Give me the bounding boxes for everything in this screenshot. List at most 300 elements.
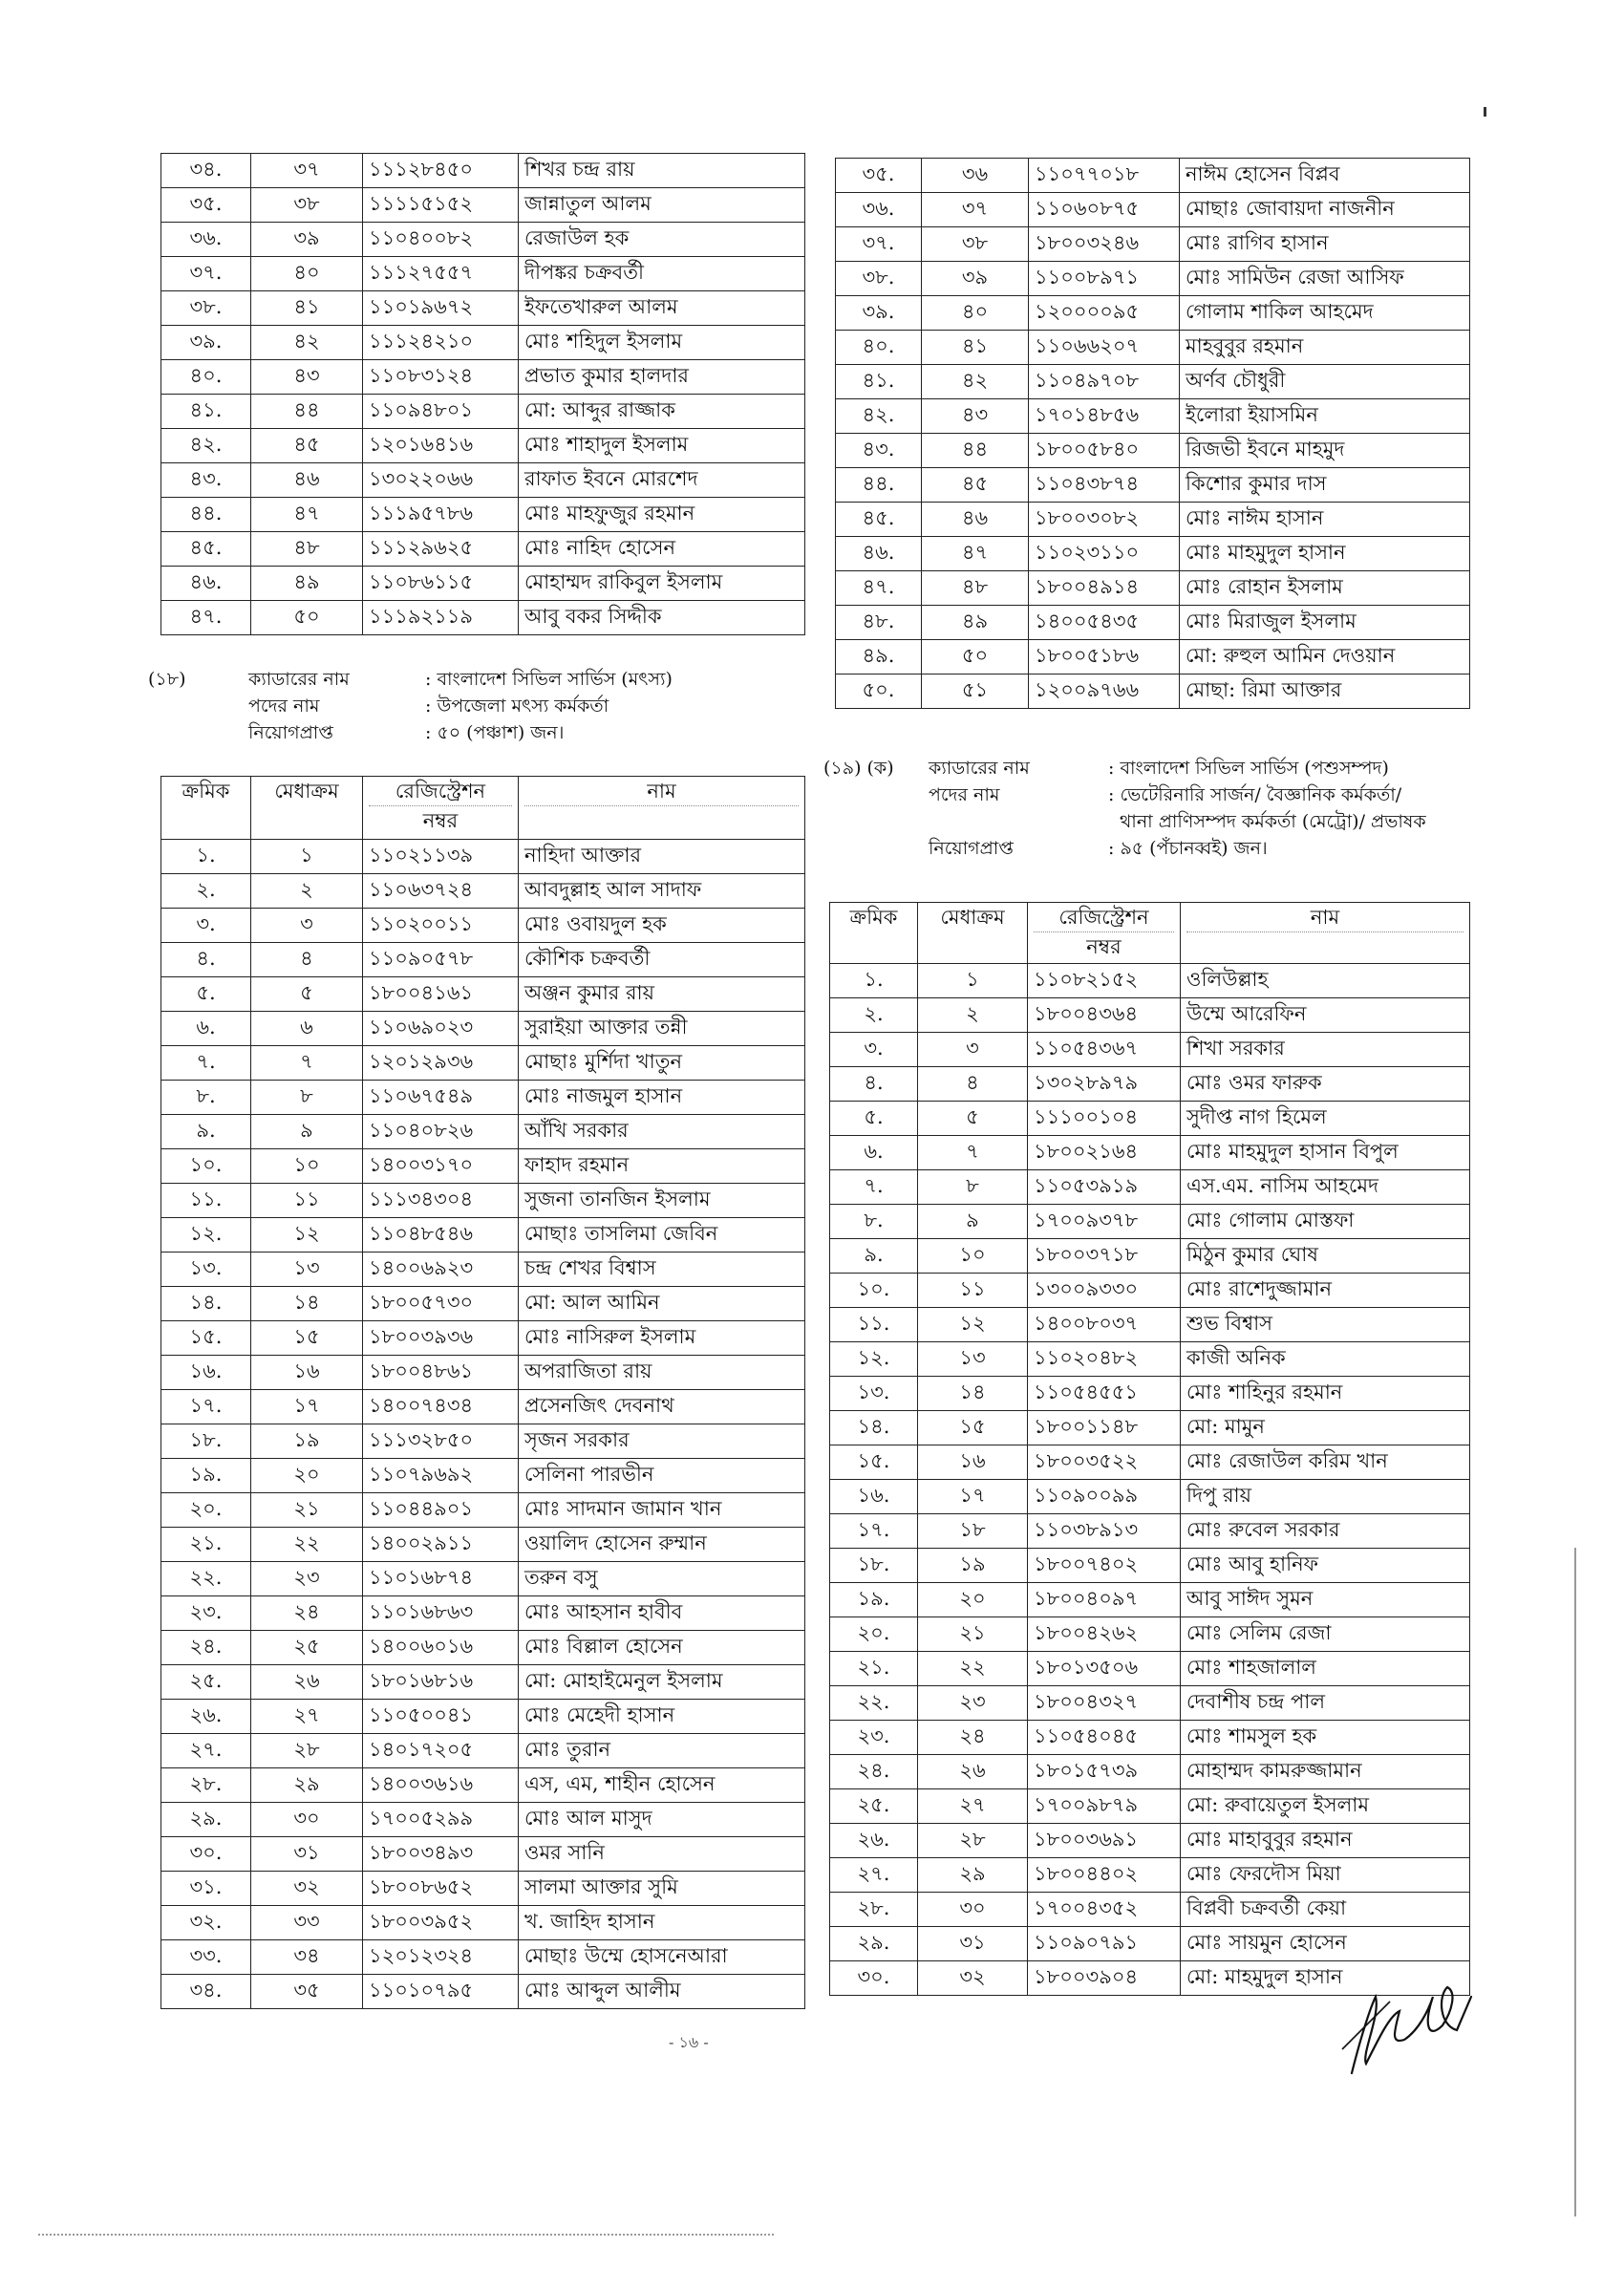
table-row [161, 1906, 805, 1940]
cell-merit: ২৬ [918, 1755, 1028, 1789]
cell-name: মোঃ মাহমুদুল হাসান বিপুল [1181, 1136, 1470, 1170]
table-row [830, 1514, 1470, 1549]
table-row [161, 1631, 805, 1665]
cell-merit: ৪০ [922, 296, 1029, 331]
cell-name: নাহিদা আক্তার [519, 840, 805, 874]
col-header-registration [1028, 903, 1181, 964]
cell-name: মোহাম্মদ রাকিবুল ইসলাম [519, 567, 805, 601]
appointed-value: : ৯৫ (পঁচানব্বই) জন। [1108, 838, 1268, 859]
cell-registration: ১৭০০৯৮৭৯ [1028, 1789, 1181, 1824]
cell-serial: ৪. [161, 943, 251, 977]
cadre-value: : বাংলাদেশ সিভিল সার্ভিস (মৎস্য) [425, 669, 673, 690]
table-row [836, 159, 1470, 193]
cell-name: দিপু রায় [1181, 1480, 1470, 1514]
cell-serial: ৪২. [836, 399, 922, 434]
cell-registration: ১২০১২৯৩৬ [363, 1046, 519, 1081]
cell-name: মোঃ রাগিব হাসান [1180, 227, 1470, 262]
table-row [830, 1755, 1470, 1789]
cell-serial: ৪. [830, 1067, 918, 1102]
cell-registration: ১১০৫০০৪১ [363, 1700, 519, 1734]
cell-serial: ২৪. [161, 1631, 251, 1665]
page-number: - ১৬ - [669, 2033, 709, 2051]
table-row [161, 1253, 805, 1287]
table-row [830, 1583, 1470, 1617]
cell-name: দীপঙ্কর চক্রবর্তী [519, 257, 805, 291]
cell-merit: ২৬ [251, 1665, 363, 1700]
cell-serial: ২৩. [161, 1596, 251, 1631]
post-value-line-1: : ভেটেরিনারি সার্জন/ বৈজ্ঞানিক কর্মকর্তা/ [1108, 784, 1402, 805]
cell-registration: ১৮০০৩৫২২ [1028, 1445, 1181, 1480]
cell-name: মোঃ সাদমান জামান খান [519, 1493, 805, 1528]
table-row [830, 1617, 1470, 1652]
table-row [161, 1356, 805, 1390]
cell-serial: ২০. [161, 1493, 251, 1528]
table-row [830, 1170, 1470, 1205]
cell-merit: ৪৬ [251, 463, 363, 498]
cell-merit: ২৫ [251, 1631, 363, 1665]
cell-registration: ১১০৯০৭৯১ [1028, 1927, 1181, 1961]
cell-serial: ১৭. [830, 1514, 918, 1549]
cell-name: মোঃ আহসান হাবীব [519, 1596, 805, 1631]
cell-serial: ৪৩. [836, 434, 922, 468]
cell-registration: ১২০০০০৯৫ [1029, 296, 1180, 331]
cell-serial: ৬. [830, 1136, 918, 1170]
cell-registration: ১৪০০২৯১১ [363, 1528, 519, 1562]
cell-name: মোঃ শাহাদুল ইসলাম [519, 429, 805, 463]
cell-serial: ৪৭. [836, 571, 922, 606]
cell-name: মোঃ মিরাজুল ইসলাম [1180, 606, 1470, 640]
cell-serial: ১০. [161, 1149, 251, 1184]
table-row [161, 1700, 805, 1734]
table-row [836, 537, 1470, 571]
cell-registration: ১৪০০৬০১৬ [363, 1631, 519, 1665]
table-row [161, 1837, 805, 1872]
cell-name: মো: মাহমুদুল হাসান [1181, 1961, 1470, 1996]
cell-name: মোঃ আব্দুল আলীম [519, 1975, 805, 2009]
cell-merit: ৩৯ [251, 223, 363, 257]
col-header-name [1181, 903, 1470, 964]
cell-name: অর্ণব চৌধুরী [1180, 365, 1470, 399]
cell-merit: ৫১ [922, 674, 1029, 709]
col-header-serial: ক্রমিক [161, 777, 251, 840]
table-row [161, 1768, 805, 1803]
cell-serial: ১৫. [830, 1445, 918, 1480]
table-row [830, 1102, 1470, 1136]
corner-mark [1484, 107, 1486, 117]
cell-merit: ১৫ [918, 1411, 1028, 1445]
cell-registration: ১৮০০৫৮৪০ [1029, 434, 1180, 468]
cell-serial: ৩৯. [161, 326, 251, 360]
cell-name: মোঃ বিল্লাল হোসেন [519, 1631, 805, 1665]
table-row [830, 1411, 1470, 1445]
cell-merit: ৩৬ [922, 159, 1029, 193]
cell-merit: ৭ [251, 1046, 363, 1081]
cell-registration: ১৮০০৪০৯৭ [1028, 1583, 1181, 1617]
cell-merit: ১৪ [918, 1377, 1028, 1411]
cell-merit: ৩০ [251, 1803, 363, 1837]
cell-name: সুদীপ্ত নাগ হিমেল [1181, 1102, 1470, 1136]
cell-registration: ১১১০০১০৪ [1028, 1102, 1181, 1136]
cell-registration: ১১০৮৬১১৫ [363, 567, 519, 601]
registration-label: রেজিস্ট্রেশন [1058, 906, 1149, 929]
cell-merit: ৪৭ [251, 498, 363, 532]
table-row [161, 1562, 805, 1596]
cell-name: এস.এম. নাসিম আহমেদ [1181, 1170, 1470, 1205]
table-row [161, 1321, 805, 1356]
cell-name: কৌশিক চক্রবর্তী [519, 943, 805, 977]
table-row [836, 503, 1470, 537]
cell-serial: ৪৫. [161, 532, 251, 567]
cell-serial: ২২. [161, 1562, 251, 1596]
cell-serial: ৩. [830, 1033, 918, 1067]
cell-serial: ১৩. [161, 1253, 251, 1287]
cell-serial: ৪১. [836, 365, 922, 399]
post-value-line-2: থানা প্রাণিসম্পদ কর্মকর্তা (মেট্রো)/ প্রভাষক [1120, 811, 1426, 832]
cell-name: ওলিউল্লাহ [1181, 964, 1470, 998]
cell-registration: ১৮০০৮৬৫২ [363, 1872, 519, 1906]
cell-registration: ১৮০০৩৬৯১ [1028, 1824, 1181, 1858]
cell-merit: ৩৯ [922, 262, 1029, 296]
cadre-label: ক্যাডারের নাম [248, 669, 350, 690]
cell-serial: ৩৬. [836, 193, 922, 227]
cell-serial: ২১. [830, 1652, 918, 1686]
post-label: পদের নাম [929, 784, 1000, 805]
cell-registration: ১৮০১৩৫০৬ [1028, 1652, 1181, 1686]
margin-line [1574, 1548, 1576, 2216]
cell-name: মোঃ রোহান ইসলাম [1180, 571, 1470, 606]
cell-registration: ১৮০০৭৪০২ [1028, 1549, 1181, 1583]
cell-merit: ২০ [918, 1583, 1028, 1617]
cell-merit: ২৯ [918, 1858, 1028, 1893]
cell-serial: ১. [161, 840, 251, 874]
cell-registration: ১৮০০৩৯৫২ [363, 1906, 519, 1940]
cell-registration: ১৮০০৩৭১৮ [1028, 1239, 1181, 1274]
cell-name: মোছাঃ উম্মে হোসনেআরা [519, 1940, 805, 1975]
cell-registration: ১১১৯২১১৯ [363, 601, 519, 635]
cell-registration: ১৪০০৬৯২৩ [363, 1253, 519, 1287]
cell-name: দেবাশীষ চন্দ্র পাল [1181, 1686, 1470, 1721]
cell-serial: ৩৮. [161, 291, 251, 326]
cell-name: তরুন বসু [519, 1562, 805, 1596]
table-row [830, 1686, 1470, 1721]
table-row [830, 1274, 1470, 1308]
cell-merit: ২৭ [918, 1789, 1028, 1824]
cell-merit: ১৪ [251, 1287, 363, 1321]
cell-registration: ১১১৩২৮৫০ [363, 1424, 519, 1459]
cell-serial: ৩৮. [836, 262, 922, 296]
table-row [830, 1308, 1470, 1342]
table-row [830, 1721, 1470, 1755]
cell-name: প্রভাত কুমার হালদার [519, 360, 805, 395]
cell-merit: ৪ [918, 1067, 1028, 1102]
cell-name: মোঃ নাসিরুল ইসলাম [519, 1321, 805, 1356]
cell-serial: ৬. [161, 1012, 251, 1046]
cell-merit: ৪৩ [251, 360, 363, 395]
cell-merit: ২ [918, 998, 1028, 1033]
table-row [161, 429, 805, 463]
cell-merit: ৩৫ [251, 1975, 363, 2009]
table-row [161, 874, 805, 909]
cell-serial: ২৩. [830, 1721, 918, 1755]
cell-serial: ৭. [830, 1170, 918, 1205]
cell-registration: ১১১২৪২১০ [363, 326, 519, 360]
cell-name: মোঃ রাশেদুজ্জামান [1181, 1274, 1470, 1308]
cell-serial: ৪২. [161, 429, 251, 463]
cell-name: গোলাম শাকিল আহমেদ [1180, 296, 1470, 331]
cell-merit: ২১ [918, 1617, 1028, 1652]
appointed-label: নিয়োগপ্রাপ্ত [929, 838, 1014, 859]
cell-merit: ৩৩ [251, 1906, 363, 1940]
cell-name: মোছাঃ জোবায়দা নাজনীন [1180, 193, 1470, 227]
cell-registration: ১১০৪৮৫৪৬ [363, 1218, 519, 1253]
cell-name: প্রসেনজিৎ দেবনাথ [519, 1390, 805, 1424]
cell-serial: ৪৬. [161, 567, 251, 601]
cell-merit: ৪৯ [922, 606, 1029, 640]
cell-serial: ১৮. [830, 1549, 918, 1583]
cell-merit: ২৯ [251, 1768, 363, 1803]
cell-registration: ১৮০০৩৪৯৩ [363, 1837, 519, 1872]
cell-merit: ৫ [251, 977, 363, 1012]
table-row [161, 188, 805, 223]
cell-name: মোঃ শামসুল হক [1181, 1721, 1470, 1755]
cell-registration: ১৮০০৩৯৩৬ [363, 1321, 519, 1356]
cell-registration: ১১০৫৪০৪৫ [1028, 1721, 1181, 1755]
cell-merit: ৯ [918, 1205, 1028, 1239]
cell-serial: ১৪. [161, 1287, 251, 1321]
cell-name: আবু বকর সিদ্দীক [519, 601, 805, 635]
table-row [836, 468, 1470, 503]
table-row [161, 1596, 805, 1631]
cell-merit: ১১ [251, 1184, 363, 1218]
cell-serial: ৪৬. [836, 537, 922, 571]
table-row [161, 1012, 805, 1046]
table-row [161, 1218, 805, 1253]
cell-merit: ৩৮ [922, 227, 1029, 262]
cell-merit: ৩৭ [922, 193, 1029, 227]
cell-serial: ১১. [830, 1308, 918, 1342]
cell-serial: ৩৪. [161, 1975, 251, 2009]
cell-registration: ১১০৯০৫৭৮ [363, 943, 519, 977]
cell-name: অঞ্জন কুমার রায় [519, 977, 805, 1012]
cell-serial: ২৪. [830, 1755, 918, 1789]
table-row [161, 1803, 805, 1837]
cell-merit: ৩৪ [251, 1940, 363, 1975]
cell-serial: ২৮. [830, 1893, 918, 1927]
col-header-merit: মেধাক্রম [251, 777, 363, 840]
table-row [830, 1858, 1470, 1893]
col-header-merit: মেধাক্রম [918, 903, 1028, 964]
cell-serial: ১৫. [161, 1321, 251, 1356]
cell-name: মো: রুবায়েতুল ইসলাম [1181, 1789, 1470, 1824]
cell-registration: ১৮০০৫১৮৬ [1029, 640, 1180, 674]
table-row [161, 977, 805, 1012]
cell-name: মোঃ সেলিম রেজা [1181, 1617, 1470, 1652]
top-right-table [835, 158, 1470, 709]
cell-name: বিপ্লবী চক্রবর্তী কেয়া [1181, 1893, 1470, 1927]
cell-name: আঁখি সরকার [519, 1115, 805, 1149]
cell-name: জান্নাতুল আলম [519, 188, 805, 223]
cell-serial: ৪১. [161, 395, 251, 429]
cell-serial: ১৯. [161, 1459, 251, 1493]
appointed-label: নিয়োগপ্রাপ্ত [248, 722, 333, 743]
cell-merit: ৮ [251, 1081, 363, 1115]
cell-registration: ১১০৪০০৮২ [363, 223, 519, 257]
cell-merit: ২২ [251, 1528, 363, 1562]
cell-registration: ১১০৮২১৫২ [1028, 964, 1181, 998]
cell-serial: ১১. [161, 1184, 251, 1218]
cell-registration: ১১০৩৮৯১৩ [1028, 1514, 1181, 1549]
cell-merit: ৫ [918, 1102, 1028, 1136]
cell-name: মোঃ রুবেল সরকার [1181, 1514, 1470, 1549]
cell-merit: ১০ [918, 1239, 1028, 1274]
table-row [161, 395, 805, 429]
cell-serial: ৪৫. [836, 503, 922, 537]
table-row [836, 399, 1470, 434]
cell-merit: ৫০ [251, 601, 363, 635]
cell-registration: ১১১১৫১৫২ [363, 188, 519, 223]
cell-serial: ১৬. [830, 1480, 918, 1514]
cell-registration: ১১১২৮৪৫০ [363, 154, 519, 188]
cell-serial: ৪৩. [161, 463, 251, 498]
cell-registration: ১১০৫৪৫৫১ [1028, 1377, 1181, 1411]
cell-serial: ৩৩. [161, 1940, 251, 1975]
table-row [161, 1287, 805, 1321]
cell-name: এস, এম, শাহীন হোসেন [519, 1768, 805, 1803]
cell-merit: ৪০ [251, 257, 363, 291]
cell-merit: ১৩ [918, 1342, 1028, 1377]
table-row [161, 1734, 805, 1768]
cell-merit: ২৭ [251, 1700, 363, 1734]
cell-serial: ৯. [161, 1115, 251, 1149]
cell-serial: ৩০. [161, 1837, 251, 1872]
cell-registration: ১১০০৮৯৭১ [1029, 262, 1180, 296]
cell-serial: ২২. [830, 1686, 918, 1721]
table-row [830, 964, 1470, 998]
cell-registration: ১১০৮৩১২৪ [363, 360, 519, 395]
table-row [830, 1342, 1470, 1377]
cell-merit: ৪১ [251, 291, 363, 326]
table-row [161, 1184, 805, 1218]
cell-merit: ৬ [251, 1012, 363, 1046]
table-row [161, 326, 805, 360]
table-row [161, 1149, 805, 1184]
cell-registration: ১৮০০৩০৮২ [1029, 503, 1180, 537]
cell-registration: ১১০১৬৮৭৪ [363, 1562, 519, 1596]
cell-registration: ১৭০০৪৩৫২ [1028, 1893, 1181, 1927]
cell-merit: ৩ [918, 1033, 1028, 1067]
cell-merit: ২০ [251, 1459, 363, 1493]
cell-serial: ৩৯. [836, 296, 922, 331]
cell-name: মোঃ শাহজালাল [1181, 1652, 1470, 1686]
cell-registration: ১৮০১৬৮১৬ [363, 1665, 519, 1700]
cell-serial: ১৭. [161, 1390, 251, 1424]
table-row [161, 1493, 805, 1528]
cell-name: সালমা আক্তার সুমি [519, 1872, 805, 1906]
cell-registration: ১১০২৩১১০ [1029, 537, 1180, 571]
cell-serial: ২৫. [830, 1789, 918, 1824]
cell-name: রেজাউল হক [519, 223, 805, 257]
cell-serial: ৪৪. [161, 498, 251, 532]
cell-registration: ১১০২১১৩৯ [363, 840, 519, 874]
cell-serial: ৫. [161, 977, 251, 1012]
cell-merit: ৪৪ [251, 395, 363, 429]
cell-merit: ৪২ [251, 326, 363, 360]
table-row [161, 532, 805, 567]
cell-registration: ১৮০০৪২৬২ [1028, 1617, 1181, 1652]
cell-serial: ৯. [830, 1239, 918, 1274]
cell-serial: ৩৫. [836, 159, 922, 193]
cell-registration: ১৮০০৪১৬১ [363, 977, 519, 1012]
cell-serial: ২১. [161, 1528, 251, 1562]
cell-name: মোঃ ফেরদৌস মিয়া [1181, 1858, 1470, 1893]
table-row [161, 1459, 805, 1493]
cell-merit: ১২ [918, 1308, 1028, 1342]
cell-name: মোঃ সায়মুন হোসেন [1181, 1927, 1470, 1961]
cell-registration: ১১০৬৩৭২৪ [363, 874, 519, 909]
cell-name: আবু সাঈদ সুমন [1181, 1583, 1470, 1617]
cell-serial: ১. [830, 964, 918, 998]
cell-merit: ১৯ [918, 1549, 1028, 1583]
cell-merit: ৪৩ [922, 399, 1029, 434]
cell-merit: ৪৫ [251, 429, 363, 463]
cell-registration: ১৪০০৭৪৩৪ [363, 1390, 519, 1424]
cell-merit: ১ [251, 840, 363, 874]
cell-name: মোছাঃ মুর্শিদা খাতুন [519, 1046, 805, 1081]
cell-name: রিজভী ইবনে মাহমুদ [1180, 434, 1470, 468]
cell-serial: ৩২. [161, 1906, 251, 1940]
cell-registration: ১১১২৭৫৫৭ [363, 257, 519, 291]
cell-name: মোঃ তুরান [519, 1734, 805, 1768]
cell-merit: ৪৪ [922, 434, 1029, 468]
table-row [836, 262, 1470, 296]
cell-registration: ১২০১৬৪১৬ [363, 429, 519, 463]
table-row [830, 1927, 1470, 1961]
cell-serial: ৫০. [836, 674, 922, 709]
cell-name: কাজী অনিক [1181, 1342, 1470, 1377]
table-row [830, 998, 1470, 1033]
cell-serial: ৮. [830, 1205, 918, 1239]
cell-serial: ৪৭. [161, 601, 251, 635]
table-row [161, 1081, 805, 1115]
cell-registration: ১১১৯৫৭৮৬ [363, 498, 519, 532]
cell-serial: ২৭. [161, 1734, 251, 1768]
table-row [161, 1046, 805, 1081]
cell-merit: ৩২ [918, 1961, 1028, 1996]
table-row [830, 1205, 1470, 1239]
cell-name: ওমর সানি [519, 1837, 805, 1872]
table-row [161, 1528, 805, 1562]
cell-serial: ২৬. [830, 1824, 918, 1858]
cell-merit: ১০ [251, 1149, 363, 1184]
cell-merit: ২৩ [918, 1686, 1028, 1721]
appointed-value: : ৫০ (পঞ্চাশ) জন। [425, 722, 565, 743]
table-row [830, 1445, 1470, 1480]
cell-registration: ১৮০০৪৮৬১ [363, 1356, 519, 1390]
cell-serial: ৪৪. [836, 468, 922, 503]
cell-merit: ৪১ [922, 331, 1029, 365]
notice-19-number: (১৯) (ক) [823, 758, 894, 779]
cell-name: মোঃ নাঈম হাসান [1180, 503, 1470, 537]
cadre-label: ক্যাডারের নাম [929, 758, 1030, 779]
cell-registration: ১১০৪৪৯০১ [363, 1493, 519, 1528]
table-row [836, 674, 1470, 709]
cell-serial: ৩৫. [161, 188, 251, 223]
cell-registration: ১১০১৯৬৭২ [363, 291, 519, 326]
table-row [836, 227, 1470, 262]
cell-serial: ৩৭. [161, 257, 251, 291]
table-row [830, 1033, 1470, 1067]
cell-registration: ১১০৪৯৭০৮ [1029, 365, 1180, 399]
